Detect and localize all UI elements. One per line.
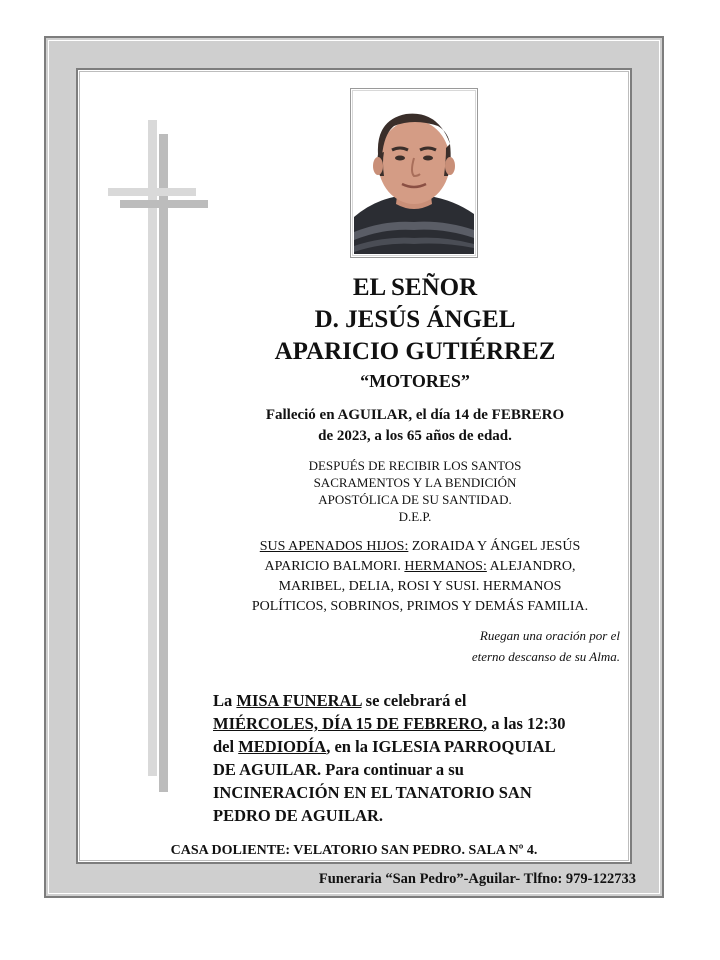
- cross-horizontal-dark: [120, 200, 208, 208]
- family-line-2: [210, 557, 630, 577]
- mass-label: MISA FUNERAL: [236, 691, 362, 710]
- family-line-2-end: ALEJANDRO,: [486, 559, 576, 574]
- sacraments-line-2: SACRAMENTOS Y LA BENDICIÓN: [313, 475, 517, 490]
- rip-text: D.E.P.: [398, 509, 432, 524]
- cross-horizontal-light: [108, 188, 196, 196]
- family-line-3: MARIBEL, DELIA, ROSI Y SUSI. HERMANOS: [278, 579, 562, 594]
- sacraments-text: [200, 457, 630, 525]
- portrait-photo: [350, 88, 478, 258]
- family-text: [210, 537, 630, 617]
- mass-line-6: PEDRO DE AGUILAR.: [213, 806, 384, 825]
- mass-line-3: [213, 735, 613, 758]
- funeral-home-footer: Funeraria “San Pedro”-Aguilar- Tlfno: 979-122733: [318, 871, 636, 887]
- mass-midday: MEDIODÍA: [238, 737, 327, 756]
- mass-line-1-a: La: [213, 691, 237, 710]
- prayer-text: [380, 625, 620, 667]
- title-line-1: EL SEÑOR: [352, 274, 478, 301]
- cross-vertical-dark: [159, 134, 168, 792]
- death-notice-line-1: Falleció en AGUILAR, el día 14 de FEBRERO: [265, 407, 565, 423]
- children-names: ZORAIDA Y ÁNGEL JESÚS: [408, 539, 581, 554]
- mass-line-3-a: del: [213, 737, 239, 756]
- mass-line-1-c: se celebrará el: [361, 691, 467, 710]
- deceased-name-line-2: APARICIO GUTIÉRREZ: [274, 338, 556, 365]
- children-label: SUS APENADOS HIJOS:: [259, 539, 409, 554]
- family-line-2-start: APARICIO BALMORI.: [264, 559, 405, 574]
- siblings-label: HERMANOS:: [404, 559, 487, 574]
- death-notice: [200, 405, 630, 447]
- mass-line-5: INCINERACIÓN EN EL TANATORIO SAN: [213, 783, 532, 802]
- family-line-1: [210, 537, 630, 557]
- portrait-image: [354, 92, 474, 254]
- family-line-4: POLÍTICOS, SOBRINOS, PRIMOS Y DEMÁS FAMILIA.: [251, 599, 589, 614]
- prayer-line-2: eterno descanso de su Alma.: [471, 649, 620, 664]
- deceased-name-line-1: D. JESÚS ÁNGEL: [314, 306, 516, 333]
- sacraments-line-1: DESPUÉS DE RECIBIR LOS SANTOS: [308, 458, 522, 473]
- mass-line-2: [213, 712, 613, 735]
- funeral-mass-text: [213, 689, 613, 827]
- mass-date: MIÉRCOLES, DÍA 15 DE FEBRERO: [213, 714, 484, 733]
- mass-line-4: DE AGUILAR. Para continuar a su: [213, 760, 464, 779]
- sacraments-line-3: APOSTÓLICA DE SU SANTIDAD.: [318, 492, 512, 507]
- cross-vertical-light: [148, 120, 157, 776]
- mass-time: , a las 12:30: [483, 714, 566, 733]
- casa-doliente: CASA DOLIENTE: VELATORIO SAN PEDRO. SALA Nº 4.: [170, 843, 538, 858]
- prayer-line-1: Ruegan una oración por el: [479, 628, 620, 643]
- nickname: “MOTORES”: [360, 371, 470, 391]
- death-notice-line-2: de 2023, a los 65 años de edad.: [318, 428, 512, 444]
- mass-line-1: [213, 689, 613, 712]
- mass-church: , en la IGLESIA PARROQUIAL: [326, 737, 556, 756]
